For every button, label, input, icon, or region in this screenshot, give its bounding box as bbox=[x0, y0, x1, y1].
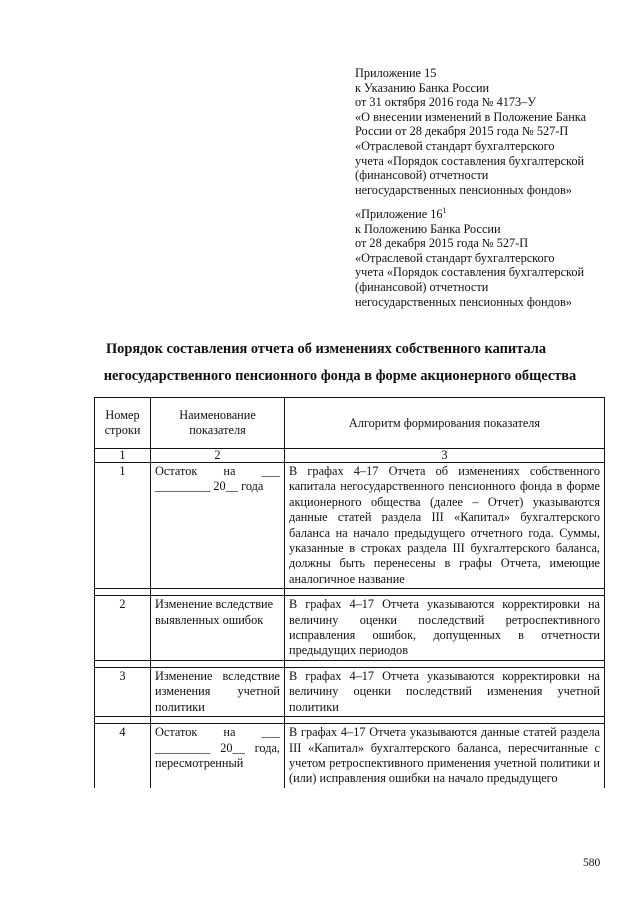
column-number: 2 bbox=[151, 449, 285, 463]
indicator-name: Остаток на ___ _________ 20__ года, пересмотренный bbox=[151, 724, 285, 788]
appendix-15-line: негосударственных пенсионных фондов» bbox=[355, 182, 572, 197]
row-spacer bbox=[95, 660, 605, 667]
table-header-row bbox=[95, 398, 605, 449]
appendix-16-line: от 28 декабря 2015 года № 527-П bbox=[355, 236, 529, 251]
appendix-16-line: «Отраслевой стандарт бухгалтерского bbox=[355, 250, 555, 265]
appendix-16-header bbox=[355, 207, 625, 309]
column-numbers-row bbox=[95, 449, 605, 463]
appendix-15-line: к Указанию Банка России bbox=[355, 80, 490, 95]
appendix-15-line: учета «Порядок составления бухгалтерской bbox=[355, 153, 585, 168]
appendix-15-line: (финансовой) отчетности bbox=[355, 168, 489, 183]
appendix-15-line: «О внесении изменений в Положение Банка bbox=[355, 109, 587, 124]
appendix-16-line: негосударственных пенсионных фондов» bbox=[355, 294, 572, 309]
indicator-name: Остаток на ___ _________ 20__ года bbox=[151, 463, 285, 589]
table-row bbox=[95, 667, 605, 716]
appendix-15-line: «Отраслевой стандарт бухгалтерского bbox=[355, 138, 555, 153]
appendix-16-first-line bbox=[355, 207, 625, 222]
row-number: 3 bbox=[95, 667, 151, 716]
table-row bbox=[95, 724, 605, 788]
appendix-16-superscript: 1 bbox=[442, 206, 447, 215]
row-number: 1 bbox=[95, 463, 151, 589]
appendix-15-line: России от 28 декабря 2015 года № 527-П bbox=[355, 124, 569, 139]
appendix-16-title: «Приложение 16 bbox=[355, 207, 443, 221]
header-algorithm: Алгоритм формирования показателя bbox=[285, 398, 605, 449]
indicator-name: Изменение вследствие изменения учетной политики bbox=[151, 667, 285, 716]
appendix-16-line: к Положению Банка России bbox=[355, 221, 501, 236]
algorithm-text: В графах 4–17 Отчета об изменениях собственного капитала негосударственного пенсионного фонда в форме акционерного общества (далее – Отчет) указываются данные статей раздела III «Капитал» бухгалтерского баланса на начало предыдущего отчетного года. Суммы, указанные в строках раздела III бухгалтерского баланса, должны быть перенесены в графы Отчета, имеющие аналогичное название bbox=[285, 463, 605, 589]
appendix-16-line: учета «Порядок составления бухгалтерской bbox=[355, 265, 585, 280]
row-spacer bbox=[95, 589, 605, 596]
algorithm-text: В графах 4–17 Отчета указываются корректировки на величину оценки последствий изменения учетной политики bbox=[285, 667, 605, 716]
appendix-15-line: от 31 октября 2016 года № 4173–У bbox=[355, 95, 537, 110]
row-number: 2 bbox=[95, 596, 151, 661]
header-row-number: Номер строки bbox=[95, 398, 151, 449]
algorithm-table bbox=[94, 397, 605, 788]
row-number: 4 bbox=[95, 724, 151, 788]
page-number: 580 bbox=[583, 857, 601, 869]
algorithm-text: В графах 4–17 Отчета указываются данные статей раздела III «Капитал» бухгалтерского баланса, пересчитанные с учетом ретроспективного применения учетной политики и (или) исправления ошибки на начало предыдущего bbox=[285, 724, 605, 788]
header-indicator-name: Наименование показателя bbox=[151, 398, 285, 449]
document-title-line-1: Порядок составления отчета об изменениях собственного капитала bbox=[105, 341, 547, 357]
column-number: 3 bbox=[285, 449, 605, 463]
appendix-16-line: (финансовой) отчетности bbox=[355, 279, 489, 294]
table-row bbox=[95, 463, 605, 589]
document-title-line-2: негосударственного пенсионного фонда в форме акционерного общества bbox=[103, 368, 577, 384]
indicator-name: Изменение вследствие выявленных ошибок bbox=[151, 596, 285, 661]
algorithm-text: В графах 4–17 Отчета указываются корректировки на величину оценки последствий ретроспективного исправления ошибок, допущенных в отчетности предыдущих периодов bbox=[285, 596, 605, 661]
row-spacer bbox=[95, 717, 605, 724]
table-row bbox=[95, 596, 605, 661]
column-number: 1 bbox=[95, 449, 151, 463]
appendix-15-line: Приложение 15 bbox=[355, 66, 437, 80]
appendix-15-header bbox=[355, 66, 625, 197]
